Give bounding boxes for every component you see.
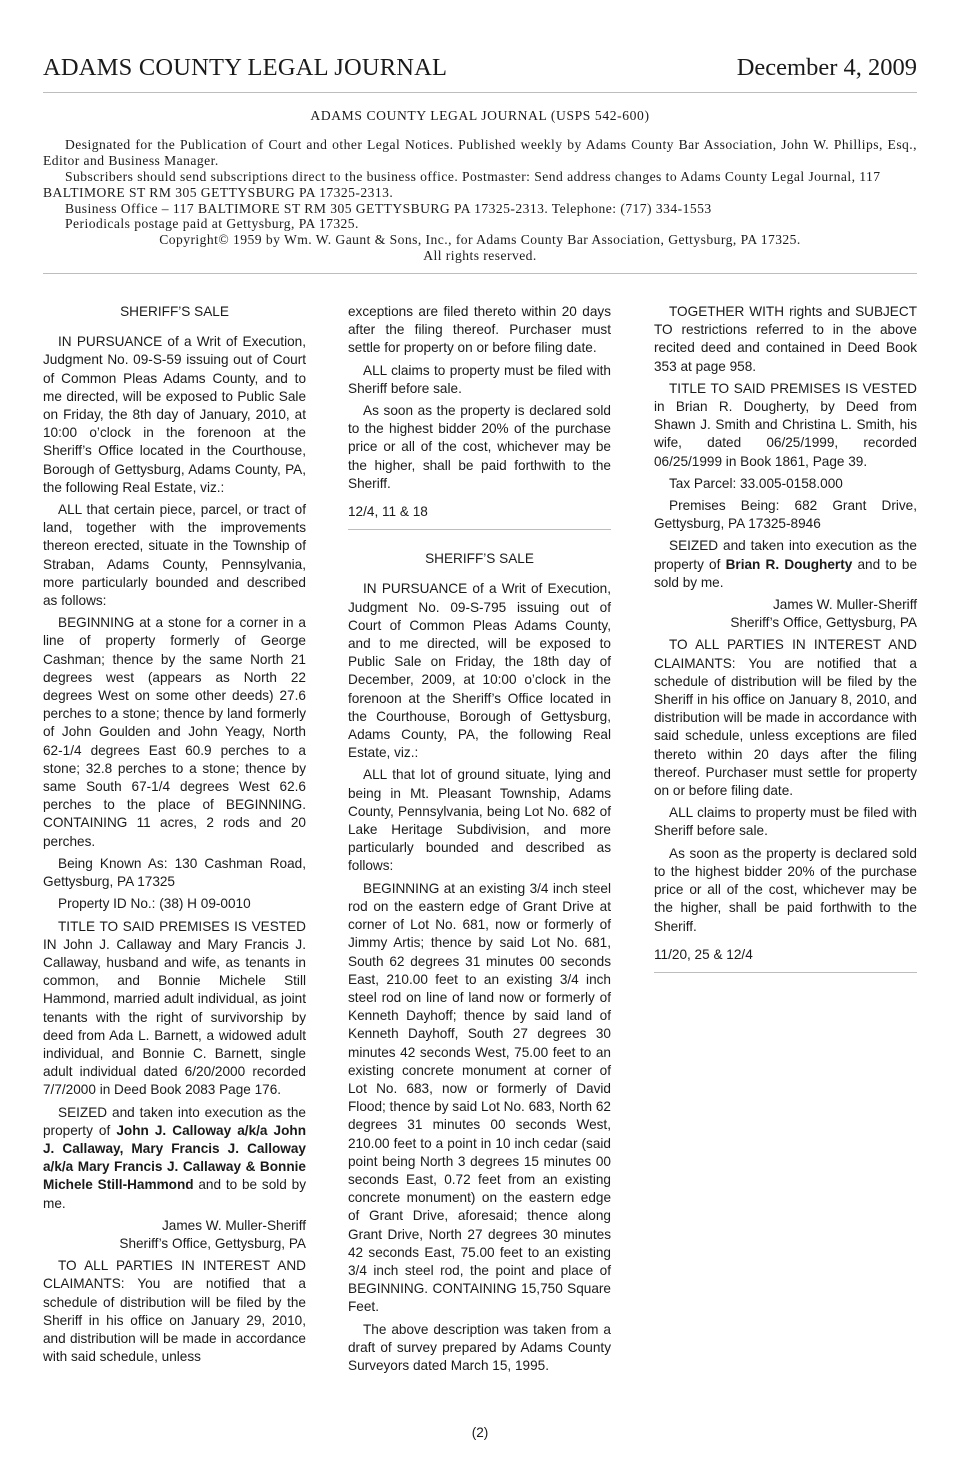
notice-tax-parcel: Tax Parcel: 33.005-0158.000 — [669, 475, 843, 491]
sheriff-name: James W. Muller-Sheriff — [772, 597, 917, 613]
masthead-postage: Periodicals postage paid at Gettysburg, PA 17325. — [65, 216, 359, 232]
seized-text: SEIZED and taken into execution as the property of — [43, 1104, 306, 1138]
masthead — [43, 108, 917, 274]
notice-as-soon: As soon as the property is declared sold to the highest bidder 20% of the purchase price or all of the cost, whichever may be the higher, shall be paid forthwith to the Sheriff. — [348, 403, 611, 491]
defendant-name: Brian R. Dougherty — [725, 556, 853, 572]
notice-claims: ALL claims to property must be filed with Sheriff before sale. — [654, 805, 917, 839]
notice-parties-continued: exceptions are filed thereto within 20 days after the filing thereof. Purchaser must settle for property on or before filing date. — [348, 304, 611, 356]
sheriff-name: James W. Muller-Sheriff — [161, 1217, 306, 1233]
masthead-rights: All rights reserved. — [423, 248, 537, 264]
notice-intro: IN PURSUANCE of a Writ of Execution, Judgment No. 09-S-59 issuing out of Court of Common Pleas Adams County, and to me directed, will be exposed to Public Sale on Friday, the 8th day of January, 2010, at 10:00 o’clock in the forenoon at the Sheriff’s Office located in the Courthouse, Borough of Gettysburg, Adams County, PA, the following Real Estate, viz.: — [43, 334, 306, 495]
notice-dates: 11/20, 25 & 12/4 — [654, 946, 753, 962]
notice-claims: ALL claims to property must be filed with Sheriff before sale. — [348, 362, 611, 396]
column-3 — [654, 303, 917, 993]
notice-divider — [654, 972, 917, 973]
sheriff-office: Sheriff’s Office, Gettysburg, PA — [730, 615, 917, 631]
running-header — [43, 50, 917, 93]
notice-tract: ALL that certain piece, parcel, or tract of land, together with the improvements thereon erected, situate in the Township of Straban, Adams County, Pennsylvania, more particularly bounded and described as follows: — [43, 502, 306, 609]
masthead-business-office: Business Office – 117 BALTIMORE ST RM 305 GETTYSBURG PA 17325-2313. Telephone: (717) 334-1553 — [65, 200, 712, 216]
masthead-designation: Designated for the Publication of Court and other Legal Notices. Published weekly by Adams County Bar Association, John W. Phillips, Esq., Editor and Business Manager. — [43, 136, 917, 168]
notice-description: BEGINNING at an existing 3/4 inch steel rod on the eastern edge of Grant Drive at corner of Lot No. 681, now or formerly of Jimmy Artis; thence by said Lot No. 681, South 62 degrees 31 minutes 00 seconds East, 210.00 feet to an existing 3/4 inch steel rod on line of land now or formerly of Kenneth Dayhoff; thence by said land of Kenneth Dayhoff, South 27 degrees 30 minutes 42 seconds West, 75.00 feet to an existing concrete monument at corner of Lot No. 683, now or formerly of David Flood; thence by said Lot No. 683, North 62 degrees 31 minutes 00 seconds West, 210.00 feet to a point in 10 inch cedar (said point being North 3 degrees 15 minutes 00 seconds East, 0.72 feet from an existing concrete monument) on the eastern edge of Grant Drive, aforesaid; thence along Grant Drive, North 27 degrees 30 minutes 42 seconds East, 75.00 feet to an existing 3/4 inch steel rod, the point and place of BEGINNING. CONTAINING 15,750 Square Feet. — [348, 880, 611, 1315]
page-number: (2) — [471, 1425, 489, 1440]
notice-title-vested: TITLE TO SAID PREMISES IS VESTED in Brian R. Dougherty, by Deed from Shawn J. Smith and Christina L. Smith, his wife, dated 06/25/1999, recorded 06/25/1999 in Book 1861, Page 39. — [654, 380, 917, 469]
notice-heading: SHERIFF’S SALE — [425, 551, 534, 567]
notice-property-id: Property ID No.: (38) H 09-0010 — [58, 896, 251, 912]
notice-heading: SHERIFF’S SALE — [120, 304, 229, 319]
notice-lot: ALL that lot of ground situate, lying and being in Mt. Pleasant Township, Adams County, Pennsylvania, being Lot No. 682 of Lake Heritage Subdivision, and more particularly bounded and described as follows: — [348, 767, 611, 874]
issue-date: December 4, 2009 — [736, 54, 917, 81]
notice-dates: 12/4, 11 & 18 — [348, 504, 428, 520]
seized-text-end: and to be sold by me. — [654, 556, 918, 590]
seized-text: SEIZED and taken into execution as the property of — [654, 538, 917, 572]
column-2 — [348, 303, 611, 1379]
notice-survey: The above description was taken from a draft of survey prepared by Adams County Surveyors dated March 15, 1995. — [348, 1321, 611, 1373]
notice-description: BEGINNING at a stone for a corner in a line of property formerly of George Cashman; thence by the same North 21 degrees west (appears as North 22 degrees West on some other deeds) 27.6 perches to a stone; thence by land formerly of John Goulden and John Yeagy, North 62-1/4 degrees East 60.9 perches to a stone; 32.8 perches to a stone; thence by same South 67-1/4 degrees West 62.6 perches to the place of BEGINNING. CONTAINING 11 acres, 2 rods and 20 perches. — [43, 615, 306, 849]
notice-divider — [348, 529, 611, 530]
column-1 — [43, 303, 306, 1370]
masthead-title: ADAMS COUNTY LEGAL JOURNAL (USPS 542-600) — [310, 108, 650, 123]
notice-seized — [43, 1104, 306, 1213]
notice-known-as: Being Known As: 130 Cashman Road, Gettysburg, PA 17325 — [43, 855, 306, 890]
notice-as-soon: As soon as the property is declared sold to the highest bidder 20% of the purchase price or all of the cost, whichever may be the higher, shall be paid forthwith to the Sheriff. — [654, 845, 917, 934]
notice-title-vested: TITLE TO SAID PREMISES IS VESTED IN John J. Callaway and Mary Francis J. Callaway, husband and wife, as tenants in common, and Bonnie Michele Still Hammond, married adult individual, as joint tenants with the right of survivorship by deed from Ada L. Barnett, a widowed adult individual, and Bonnie C. Barnett, single adult individual dated 6/20/2000 recorded 7/7/2000 in Deed Book 2083 Page 176. — [43, 918, 306, 1098]
masthead-copyright: Copyright© 1959 by Wm. W. Gaunt & Sons, Inc., for Adams County Bar Association, Gettysburg, PA 17325. — [159, 232, 801, 248]
seized-text-end: and to be sold by me. — [43, 1177, 306, 1211]
notice-intro: IN PURSUANCE of a Writ of Execution, Judgment No. 09-S-795 issuing out of Court of Common Pleas Adams County, and to me directed, will be exposed to Public Sale on Friday, the 18th day of December, 2009, at 10:00 o’clock in the forenoon at the Sheriff’s Office located in the Courthouse, Borough of Gettysburg, Adams County, PA, the following Real Estate, viz.: — [348, 581, 611, 761]
journal-name: ADAMS COUNTY LEGAL JOURNAL — [43, 54, 448, 81]
sheriff-office: Sheriff’s Office, Gettysburg, PA — [119, 1235, 306, 1251]
notice-parties: TO ALL PARTIES IN INTEREST AND CLAIMANTS: You are notified that a schedule of distribution will be filed by the Sheriff in his office on January 29, 2010, and distribution will be made in accordance with said schedule, unless — [43, 1258, 306, 1365]
notice-together-with: TOGETHER WITH rights and SUBJECT TO restrictions referred to in the above recited deed and contained in Deed Book 353 at page 958. — [654, 304, 917, 374]
defendant-name: John J. Calloway a/k/a John J. Callaway, Mary Francis J. Calloway a/k/a Mary Francis J. Callaway & Bonnie Michele Still-Hammond — [43, 1122, 306, 1193]
notice-parties: TO ALL PARTIES IN INTEREST AND CLAIMANTS: You are notified that a schedule of distribution will be filed by the Sheriff in his office on January 8, 2010, and distribution will be made in accordance with said schedule, unless exceptions are filed thereto within 20 days after the filing thereof. Purchaser must settle for property on or before filing date. — [654, 637, 917, 799]
notice-seized — [654, 537, 917, 592]
masthead-subscribers: Subscribers should send subscriptions direct to the business office. Postmaster: Send address changes to Adams County Legal Journal, 117 BALTIMORE ST RM 305 GETTYSBURG PA 17325-2313. — [43, 168, 881, 200]
notice-premises: Premises Being: 682 Grant Drive, Gettysburg, PA 17325-8946 — [654, 498, 917, 532]
